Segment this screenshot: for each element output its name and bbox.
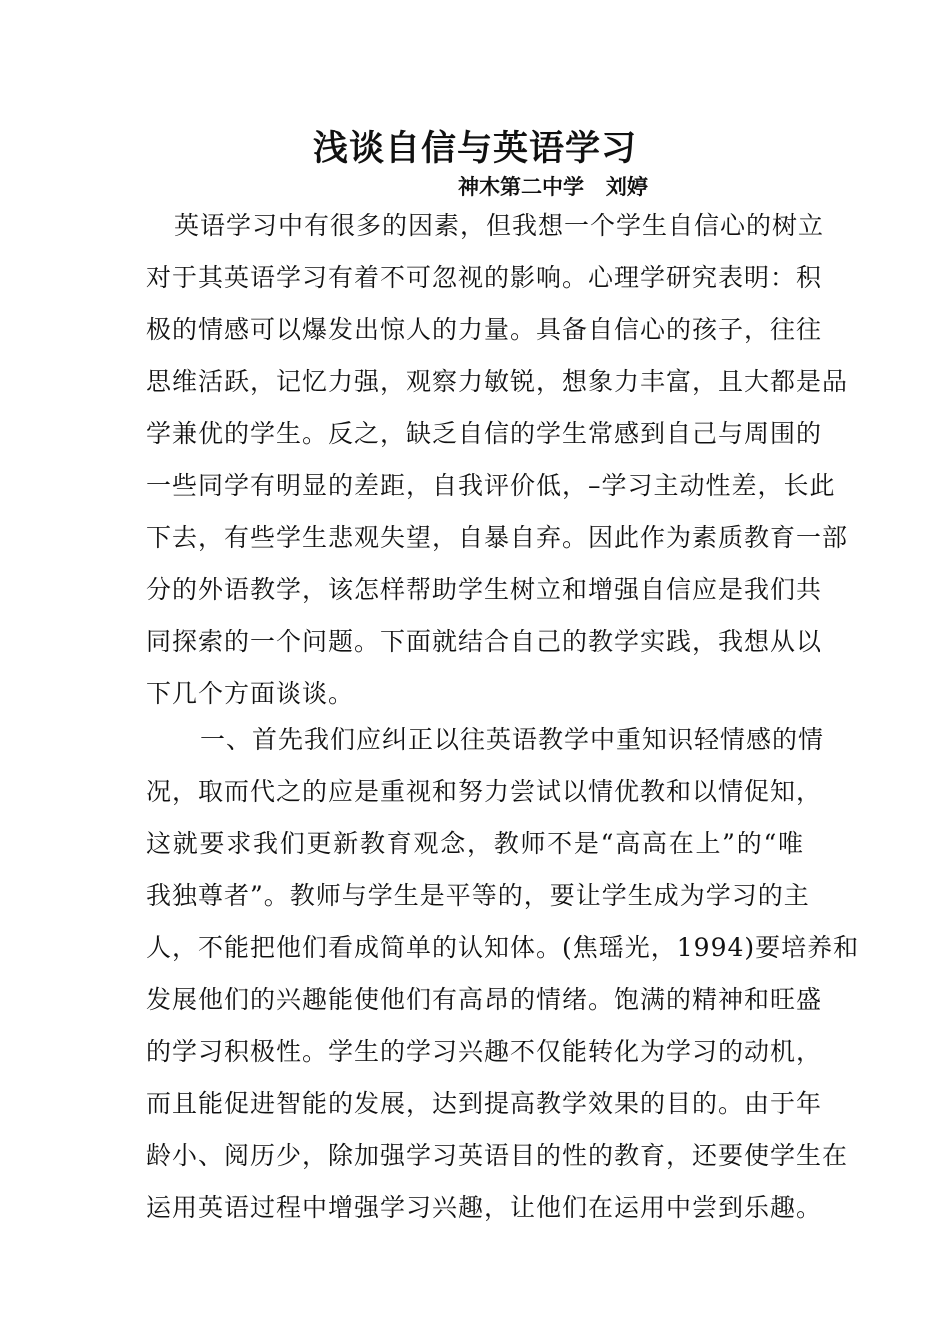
paragraph-2-line: 一、首先我们应纠正以往英语教学中重知识轻情感的情: [200, 725, 825, 754]
paragraph-1-line: 一些同学有明显的差距，自我评价低，–学习主动性差，长此: [146, 471, 836, 500]
paragraph-1-line: 英语学习中有很多的因素，但我想一个学生自信心的树立: [174, 211, 825, 240]
paragraph-1-line: 下几个方面谈谈。: [146, 679, 355, 708]
author-byline: 神木第二中学 刘婷: [458, 175, 648, 199]
paragraph-2-line: 运用英语过程中增强学习兴趣，让他们在运用中尝到乐趣。: [146, 1193, 823, 1222]
paragraph-1-line: 思维活跃，记忆力强，观察力敏锐，想象力丰富，且大都是品: [146, 367, 849, 396]
paragraph-1-line: 下去，有些学生悲观失望，自暴自弃。因此作为素质教育一部: [146, 523, 849, 552]
paragraph-2-line: 我独尊者”。教师与学生是平等的，要让学生成为学习的主: [146, 881, 810, 910]
paragraph-2-line: 发展他们的兴趣能使他们有高昂的情绪。饱满的精神和旺盛: [146, 985, 823, 1014]
paragraph-1-line: 学兼优的学生。反之，缺乏自信的学生常感到自己与周围的: [146, 419, 823, 448]
paragraph-2-line: 龄小、阅历少，除加强学习英语目的性的教育，还要使学生在: [146, 1141, 849, 1170]
document-title: 浅谈自信与英语学习: [312, 129, 637, 169]
paragraph-2-line: 人，不能把他们看成简单的认知体。(焦瑶光，1994)要培养和: [146, 933, 860, 962]
paragraph-2-line: 而且能促进智能的发展，达到提高教学效果的目的。由于年: [146, 1089, 823, 1118]
paragraph-1-line: 同探索的一个问题。下面就结合自己的教学实践，我想从以: [146, 627, 823, 656]
paragraph-2-line: 的学习积极性。学生的学习兴趣不仅能转化为学习的动机，: [146, 1037, 823, 1066]
paragraph-1-line: 分的外语教学，该怎样帮助学生树立和增强自信应是我们共: [146, 575, 823, 604]
paragraph-2-line: 况，取而代之的应是重视和努力尝试以情优教和以情促知，: [146, 777, 823, 806]
paragraph-1-line: 对于其英语学习有着不可忽视的影响。心理学研究表明：积: [146, 263, 823, 292]
paragraph-1-line: 极的情感可以爆发出惊人的力量。具备自信心的孩子，往往: [146, 315, 823, 344]
paragraph-2-line: 这就要求我们更新教育观念，教师不是“高高在上”的“唯: [146, 829, 804, 858]
